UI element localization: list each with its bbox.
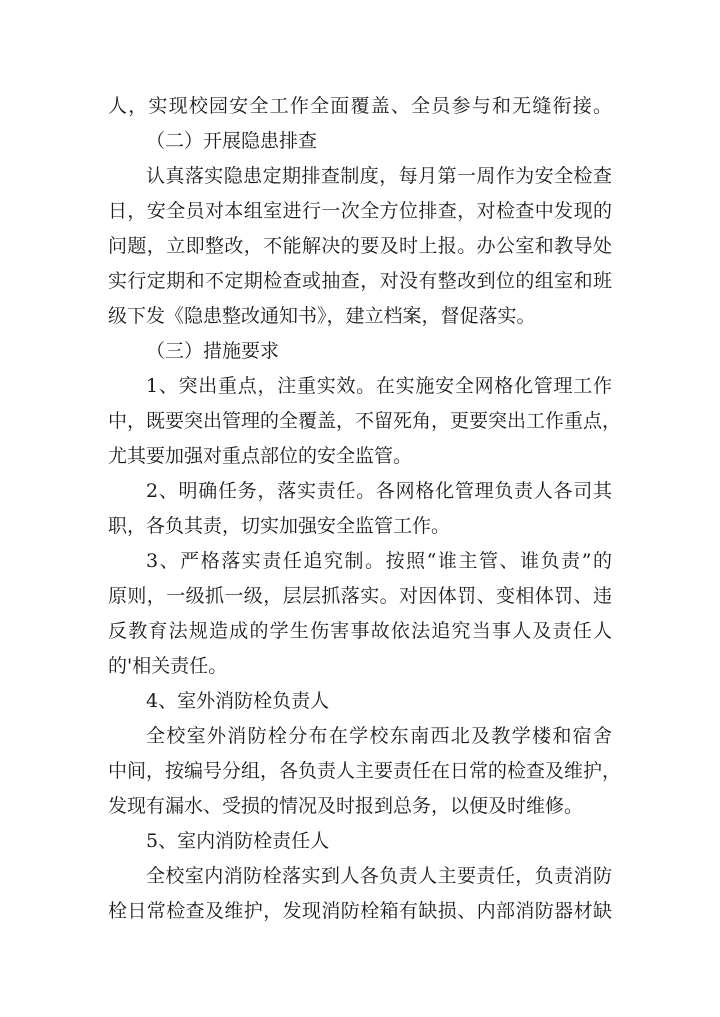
text-line-12: 2、明确任务，落实责任。各网格化管理负责人各司其 — [146, 480, 612, 502]
text-line-5: 问题，立即整改，不能解决的要及时上报。办公室和教导处 — [108, 235, 612, 257]
text-line-24: 栓日常检查及维护，发现消防栓箱有缺损、内部消防器材缺 — [108, 900, 612, 922]
text-line-15: 原则，一级抓一级，层层抓落实。对因体罚、变相体罚、违 — [108, 585, 612, 607]
text-line-7: 级下发《隐患整改通知书》，建立档案，督促落实。 — [108, 305, 536, 327]
text-line-23: 全校室内消防栓落实到人各负责人主要责任，负责消防 — [146, 865, 612, 887]
text-line-9: 1、突出重点，注重实效。在实施安全网格化管理工作 — [146, 375, 612, 397]
text-line-20: 中间，按编号分组，各负责人主要责任在日常的检查及维护， — [108, 760, 622, 782]
text-line-11: 尤其要加强对重点部位的安全监管。 — [108, 445, 413, 467]
text-line-13: 职，各负其责，切实加强安全监管工作。 — [108, 515, 451, 537]
text-line-1: 人，实现校园安全工作全面覆盖、全员参与和无缝衔接。 — [108, 95, 612, 117]
text-line-14: 3、严格落实责任追究制。按照“谁主管、谁负责”的 — [146, 550, 612, 572]
text-line-6: 实行定期和不定期检查或抽查，对没有整改到位的组室和班 — [108, 270, 612, 292]
section-heading-4: 4、室外消防栓负责人 — [146, 690, 330, 712]
text-line-3: 认真落实隐患定期排查制度，每月第一周作为安全检查 — [146, 165, 612, 187]
text-line-17: 的'相关责任。 — [108, 655, 228, 677]
text-line-16: 反教育法规造成的学生伤害事故依法追究当事人及责任人 — [108, 620, 612, 642]
text-line-4: 日，安全员对本组室进行一次全方位排查，对检查中发现的 — [108, 200, 612, 222]
text-line-19: 全校室外消防栓分布在学校东南西北及教学楼和宿舍 — [146, 725, 612, 747]
section-heading-3: （三）措施要求 — [146, 340, 280, 362]
text-line-10: 中，既要突出管理的全覆盖，不留死角，更要突出工作重点， — [108, 410, 622, 432]
section-heading-2: （二）开展隐患排查 — [146, 130, 318, 152]
section-heading-5: 5、室内消防栓责任人 — [146, 830, 330, 852]
text-line-21: 发现有漏水、受损的情况及时报到总务，以便及时维修。 — [108, 795, 584, 817]
